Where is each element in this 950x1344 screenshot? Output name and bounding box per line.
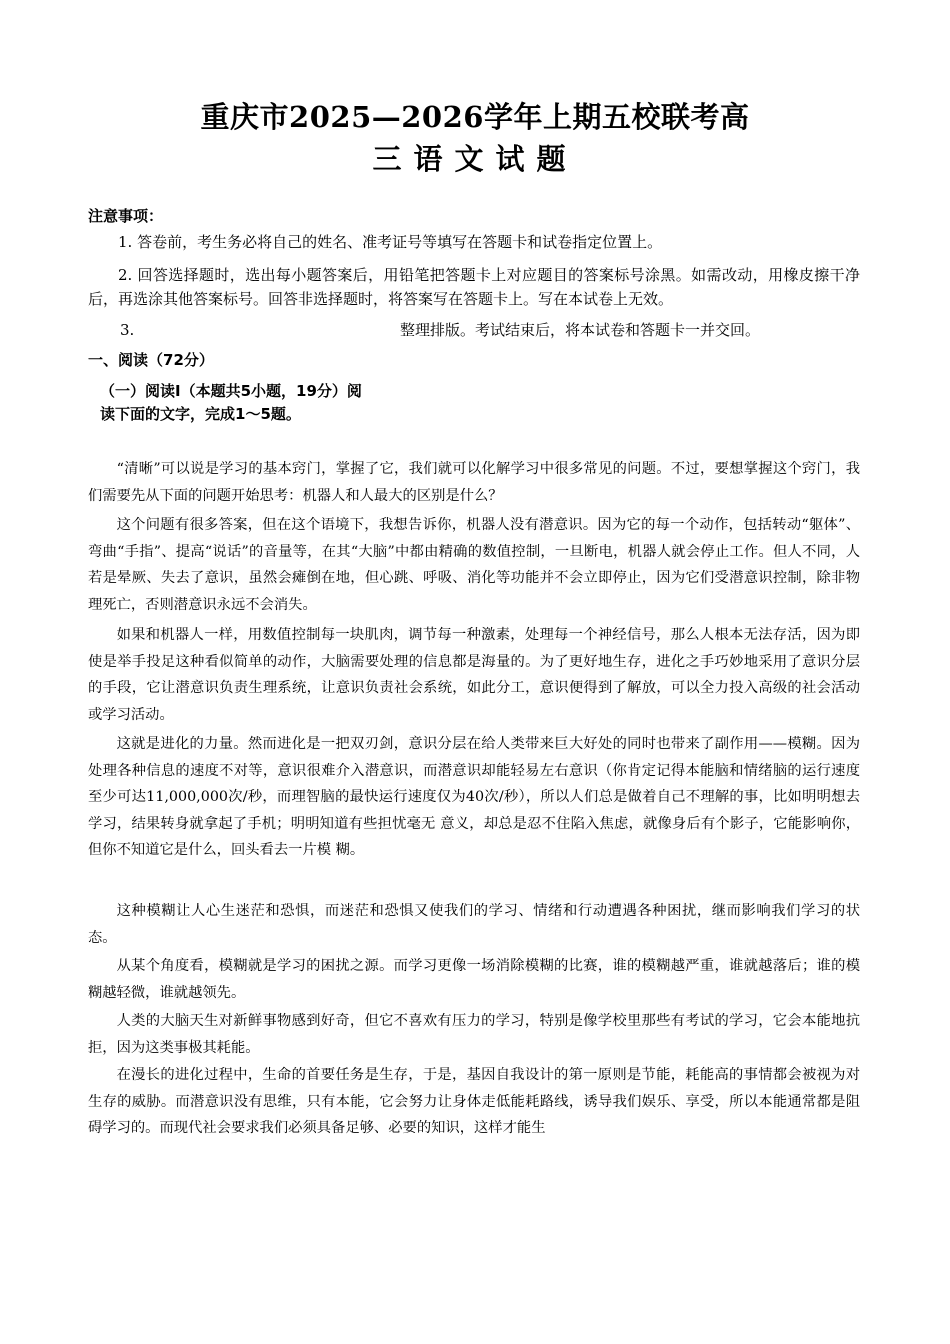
passage-paragraph-1: “清晰”可以说是学习的基本窍门，掌握了它，我们就可以化解学习中很多常见的问题。不过，要想掌握这个窍门，我们需要先从下面的问题开始思考：机器人和人最大的区别是什么？ xyxy=(88,461,860,504)
passage-paragraph-4: 这就是进化的力量。然而进化是一把双刃剑，意识分层在给人类带来巨大好处的同时也带来了副作用——模糊。因为处理各种信息的速度不对等，意识很难介入潜意识，而潜意识却能轻易左右意识（你肯定记得本能脑和情绪脑的运行速度至少可达11,000,000次/秒，而理智脑的最快运行速度仅为40次/秒），所以人们总是做着自己不理解的事，比如明明想去学习，结果转身就拿起了手机；明明知道有些担忧毫无 意义，却总是忍不住陷入焦虑，就像身后有个影子，它能影响你，但你不知道它是什么，回头看去一片模 糊。 xyxy=(88,736,860,859)
passage-paragraph-7: 人类的大脑天生对新鲜事物感到好奇，但它不喜欢有压力的学习，特别是像学校里那些有考试的学习，它会本能地抗拒，因为这类事极其耗能。 xyxy=(88,1013,860,1056)
passage-paragraph-2: 这个问题有很多答案，但在这个语境下，我想告诉你，机器人没有潜意识。因为它的每一个动作，包括转动“躯体”、弯曲“手指”、提高“说话”的音量等，在其“大脑”中都由精确的数值控制，一旦断电，机器人就会停止工作。但人不同，人若是晕厥、失去了意识，虽然会瘫倒在地，但心跳、呼吸、消化等功能并不会立即停止，因为它们受潜意识控制，除非物理死亡，否则潜意识永远不会消失。 xyxy=(88,517,860,613)
passage-paragraph-5: 这种模糊让人心生迷茫和恐惧，而迷茫和恐惧又使我们的学习、情绪和行动遭遇各种困扰，继而影响我们学习的状态。 xyxy=(88,903,860,946)
notice-item-3-text: 整理排版。考试结束后，将本试卷和答题卡一并交回。 xyxy=(400,321,761,339)
notice-item-1: 1. 答卷前，考生务必将自己的姓名、准考证号等填写在答题卡和试卷指定位置上。 xyxy=(118,233,663,251)
sub-section-heading: （一）阅读Ⅰ（本题共5小题，19分）阅读下面的文字，完成1～5题。 xyxy=(100,382,362,423)
passage-paragraph-8: 在漫长的进化过程中，生命的首要任务是生存，于是，基因自我设计的第一原则是节能，耗能高的事情都会被视为对生存的威胁。而潜意识没有思维，只有本能，它会努力让身体走低能耗路线，诱导我们娱乐、享受，所以本能通常都是阻碍学习的。而现代社会要求我们必须具备足够、必要的知识，这样才能生 xyxy=(88,1067,860,1137)
exam-title-line2: 三语文试题 xyxy=(372,142,578,176)
exam-title-line1: 重庆市2025—2026学年上期五校联考高 xyxy=(200,100,750,134)
notice-item-3-number: 3. xyxy=(120,321,135,339)
notice-heading: 注意事项： xyxy=(88,207,164,225)
passage-paragraph-6: 从某个角度看，模糊就是学习的困扰之源。而学习更像一场消除模糊的比赛，谁的模糊越严重，谁就越落后；谁的模糊越轻微，谁就越领先。 xyxy=(88,958,860,1001)
notice-item-2: 2. 回答选择题时，选出每小题答案后，用铅笔把答题卡上对应题目的答案标号涂黑。如需改动，用橡皮擦干净后，再选涂其他答案标号。回答非选择题时，将答案写在答题卡上。写在本试卷上无效。 xyxy=(88,266,860,308)
passage-paragraph-3: 如果和机器人一样，用数值控制每一块肌肉，调节每一种激素，处理每一个神经信号，那么人根本无法存活，因为即使是举手投足这种看似简单的动作，大脑需要处理的信息都是海量的。为了更好地生存，进化之手巧妙地采用了意识分层的手段，它让潜意识负责生理系统，让意识负责社会系统，如此分工，意识便得到了解放，可以全力投入高级的社会活动或学习活动。 xyxy=(88,627,860,723)
section-heading: 一、阅读（72分） xyxy=(88,351,214,369)
